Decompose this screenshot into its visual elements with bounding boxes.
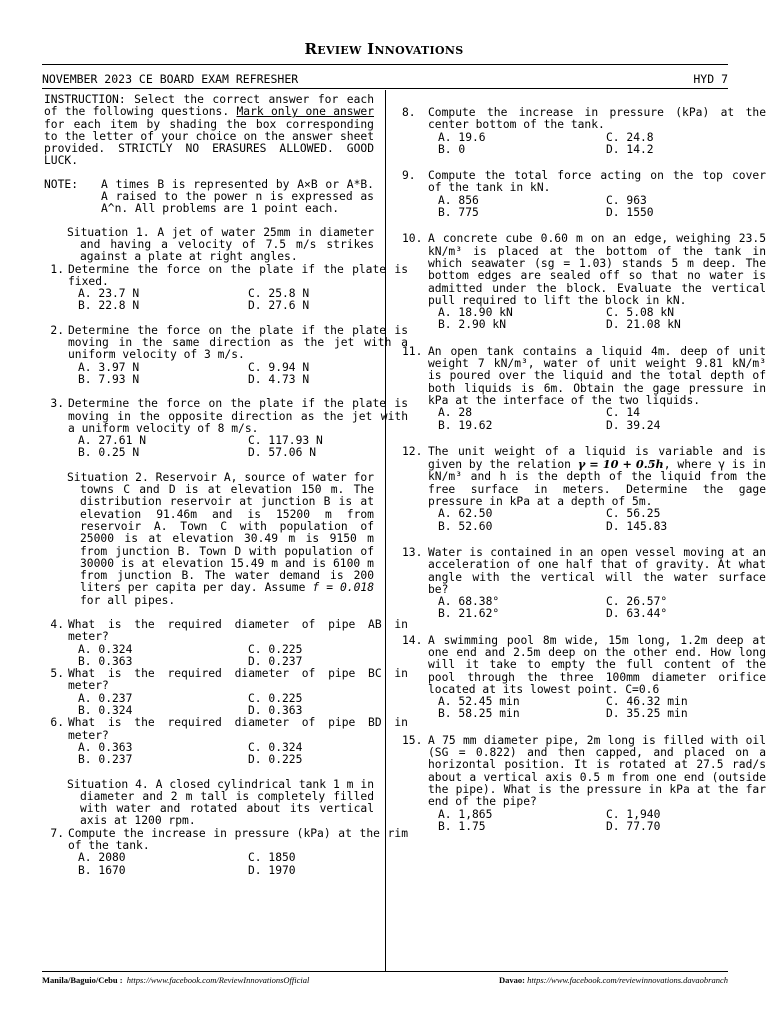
choice-b: B. 0.237 — [78, 753, 133, 767]
left-column — [44, 93, 408, 877]
question-9: 9. Compute the total force acting on the top cover of the tank in kN. A. 856 C. 963 B. 775 D. 1550 — [402, 169, 766, 220]
choice-d: D. 1970 — [248, 863, 296, 877]
choice-d: D. 0.237 — [248, 654, 303, 668]
choices — [428, 809, 766, 834]
instruction: INSTRUCTION: Select the correct answer for each of the following questions. Mark only one answer for each item by shading the box corresponding to the letter of your choice on the answer sheet provided. STRICTLY NO ERASURES ALLOWED. GOOD LUCK. — [44, 93, 375, 168]
choices — [428, 696, 766, 721]
choice-a: A. 3.97 N — [78, 360, 140, 374]
choice-a: A. 62.50 — [438, 507, 493, 521]
question-2: 2. Determine the force on the plate if the plate is moving in the same direction as the jet with a uniform velocity of 3 m/s. A. 3.97 N C. 9.94 N B. 7.93 N D. 4.73 N — [50, 323, 408, 386]
choice-d: D. 0.225 — [248, 753, 303, 767]
choice-c: C. 1850 — [248, 851, 296, 865]
choices — [68, 435, 408, 460]
choice-b: B. 0.363 — [78, 654, 133, 668]
choice-d: D. 35.25 min — [606, 707, 688, 721]
situation-2: Situation 2. Reservoir A, source of water for towns C and D is at elevation 150 m. The distribution reservoir at junction B is at elevation 91.46m and is 15200 m from reservoir A. Town C with population of 25000 is at elevation 30.49 m is 9150 m from junction B. Town D with population of 30000 is at elevation 15.49 m and is 6100 m from junction B. The water demand is 200 liters per capita per day. Assume f = 0.018 for all pipes. — [67, 470, 375, 607]
choice-a: A. 856 — [438, 193, 479, 207]
choice-b: B. 21.62° — [438, 607, 500, 621]
brand-title: Review Innovations — [304, 40, 464, 58]
choice-d: D. 1550 — [606, 206, 654, 220]
choice-c: C. 56.25 — [606, 507, 661, 521]
choices — [428, 195, 766, 220]
choices — [428, 596, 766, 621]
choice-c: C. 24.8 — [606, 130, 654, 144]
choice-a: A. 68.38° — [438, 595, 500, 609]
choices — [68, 288, 408, 313]
choice-d: D. 63.44° — [606, 607, 668, 621]
choice-a: A. 19.6 — [438, 130, 486, 144]
choice-d: D. 21.08 kN — [606, 318, 681, 332]
choice-b: B. 19.62 — [438, 418, 493, 432]
choice-c: C. 9.94 N — [248, 360, 310, 374]
choices — [428, 508, 766, 533]
formula: γ = 10 + 0.5h — [577, 457, 664, 472]
question-13: 13. Water is contained in an open vessel moving at an acceleration of one half that of gravity. At what angle with the vertical will the water surface be? A. 68.38° C. 26.57° B. 21.62° D. 63.44° — [402, 545, 766, 621]
choice-b: B. 775 — [438, 206, 479, 220]
choice-d: D. 14.2 — [606, 142, 654, 156]
footer-link-official[interactable]: https://www.facebook.com/ReviewInnovationsOfficial — [126, 975, 310, 985]
choice-b: B. 0 — [438, 142, 466, 156]
choices — [428, 307, 766, 332]
footer — [42, 975, 728, 985]
choice-d: D. 57.06 N — [248, 446, 317, 460]
choice-a: A. 18.90 kN — [438, 306, 513, 320]
choices — [428, 132, 766, 157]
choice-a: A. 2080 — [78, 851, 126, 865]
choice-c: C. 0.225 — [248, 642, 303, 656]
question-4: 4. What is the required diameter of pipe AB in meter? A. 0.324 C. 0.225 B. 0.363 D. 0.237 — [50, 617, 408, 668]
choice-a: A. 28 — [438, 406, 473, 420]
choice-b: B. 7.93 N — [78, 372, 140, 386]
choices — [68, 693, 408, 718]
choice-c: C. 14 — [606, 406, 641, 420]
choices — [428, 407, 766, 432]
exam-title: NOVEMBER 2023 CE BOARD EXAM REFRESHER — [42, 72, 299, 86]
header-rule-top — [42, 64, 728, 65]
choice-c: C. 0.225 — [248, 691, 303, 705]
footer-link-davao[interactable]: https://www.facebook.com/reviewinnovations.davaobranch — [527, 975, 728, 985]
choice-c: C. 0.324 — [248, 740, 303, 754]
exam-header — [42, 72, 728, 86]
choices — [68, 644, 408, 669]
question-1: 1. Determine the force on the plate if the plate is fixed. A. 23.7 N C. 25.8 N B. 22.8 N D. 27.6 N — [50, 262, 408, 313]
choice-b: B. 52.60 — [438, 519, 493, 533]
choice-d: D. 39.24 — [606, 418, 661, 432]
choices — [68, 742, 408, 767]
choice-c: C. 117.93 N — [248, 434, 323, 448]
footer-right: Davao: https://www.facebook.com/reviewinnovations.davaobranch — [498, 975, 728, 985]
question-14: 14. A swimming pool 8m wide, 15m long, 1.2m deep at one end and 2.5m deep on the other end. How long will it take to empty the full content of the pool through the three 100mm diameter orifice located at its lowest point. C=0.6 A. 52.45 min C. 46.32 min B. 58.25 min D. 35.25 min — [402, 633, 766, 721]
choices — [68, 362, 408, 387]
choice-c: C. 26.57° — [606, 595, 668, 609]
choice-b: B. 58.25 min — [438, 707, 520, 721]
choice-b: B. 22.8 N — [78, 299, 140, 313]
choice-a: A. 0.324 — [78, 642, 133, 656]
situation-4: Situation 4. A closed cylindrical tank 1 m in diameter and 2 m tall is completely filled with water and rotated about its vertical axis at 1200 rpm. — [67, 777, 374, 828]
choice-d: D. 27.6 N — [248, 299, 310, 313]
question-3: 3. Determine the force on the plate if the plate is moving in the opposite direction as the jet with a uniform velocity of 8 m/s. A. 27.61 N C. 117.93 N B. 0.25 N D. 57.06 N — [50, 397, 408, 460]
footer-left: Manila/Baguio/Cebu : https://www.facebook.com/ReviewInnovationsOfficial — [42, 975, 310, 985]
question-7: 7. Compute the increase in pressure (kPa) at the rim of the tank. A. 2080 C. 1850 B. 1670 D. 1970 — [50, 826, 408, 877]
choice-a: A. 52.45 min — [438, 695, 520, 709]
choice-c: C. 25.8 N — [248, 287, 310, 301]
choices — [68, 852, 408, 877]
question-15: 15. A 75 mm diameter pipe, 2m long is filled with oil (SG = 0.822) and then capped, and placed on a horizontal position. It is rotated at 27.5 rad/s about a vertical axis 0.5 m from one end (outside the pipe). What is the pressure in kPa at the far end of the pipe? A. 1,865 C. 1,940 B. 1.75 D. 77.70 — [402, 733, 766, 833]
choice-c: C. 5.08 kN — [606, 306, 675, 320]
choice-d: D. 77.70 — [606, 819, 661, 833]
situation-1: Situation 1. A jet of water 25mm in diameter and having a velocity of 7.5 m/s strikes against a plate at right angles. — [67, 225, 374, 264]
question-11: 11. An open tank contains a liquid 4m. deep of unit weight 7 kN/m³, water of unit weight 9.81 kN/m³ is poured over the liquid and the total depth of both liquids is 6m. Obtain the gage pressure in kPa at the interface of the two liquids. A. 28 C. 14 B. 19.62 D. 39.24 — [402, 344, 766, 432]
choice-a: A. 23.7 N — [78, 287, 140, 301]
choice-c: C. 46.32 min — [606, 695, 688, 709]
choice-a: A. 1,865 — [438, 807, 493, 821]
choice-a: A. 27.61 N — [78, 434, 147, 448]
exam-code: HYD 7 — [693, 72, 728, 86]
choice-a: A. 0.237 — [78, 691, 133, 705]
choice-b: B. 1670 — [78, 863, 126, 877]
right-column — [402, 106, 766, 833]
choice-d: D. 4.73 N — [248, 372, 310, 386]
choice-d: D. 0.363 — [248, 704, 303, 718]
choice-c: C. 963 — [606, 193, 647, 207]
footer-rule — [42, 971, 728, 972]
choice-c: C. 1,940 — [606, 807, 661, 821]
question-6: 6. What is the required diameter of pipe BD in meter? A. 0.363 C. 0.324 B. 0.237 D. 0.225 — [50, 716, 408, 767]
choice-a: A. 0.363 — [78, 740, 133, 754]
header-rule-bottom — [42, 88, 728, 89]
choice-b: B. 0.324 — [78, 704, 133, 718]
question-10: 10. A concrete cube 0.60 m on an edge, weighing 23.5 kN/m³ is placed at the bottom of the tank in which seawater (sg = 1.03) stands 5 m deep. The bottom edges are sealed off so that no water is admitted under the block. Evaluate the vertical pull required to lift the block in kN. A. 18.90 kN C. 5.08 kN B. 2.90 kN D. 21.08 kN — [402, 232, 766, 332]
choice-b: B. 1.75 — [438, 819, 486, 833]
choice-b: B. 0.25 N — [78, 446, 140, 460]
note: NOTE: A times B is represented by A×B or A*B. A raised to the power n is expressed as A^n. All problems are 1 point each. — [44, 177, 374, 216]
choice-d: D. 145.83 — [606, 519, 668, 533]
question-12: 12. The unit weight of a liquid is variable and is given by the relation γ = 10 + 0.5h, where γ is in kN/m³ and h is the depth of the liquid from the free surface in meters. Determine the gage pressure in kPa at a depth of 5m. A. 62.50 C. 56.25 B. 52.60 D. 145.83 — [402, 444, 766, 533]
question-5: 5. What is the required diameter of pipe BC in meter? A. 0.237 C. 0.225 B. 0.324 D. 0.363 — [50, 667, 408, 718]
question-8: 8. Compute the increase in pressure (kPa) at the center bottom of the tank. A. 19.6 C. 24.8 B. 0 D. 14.2 — [402, 106, 766, 156]
choice-b: B. 2.90 kN — [438, 318, 507, 332]
